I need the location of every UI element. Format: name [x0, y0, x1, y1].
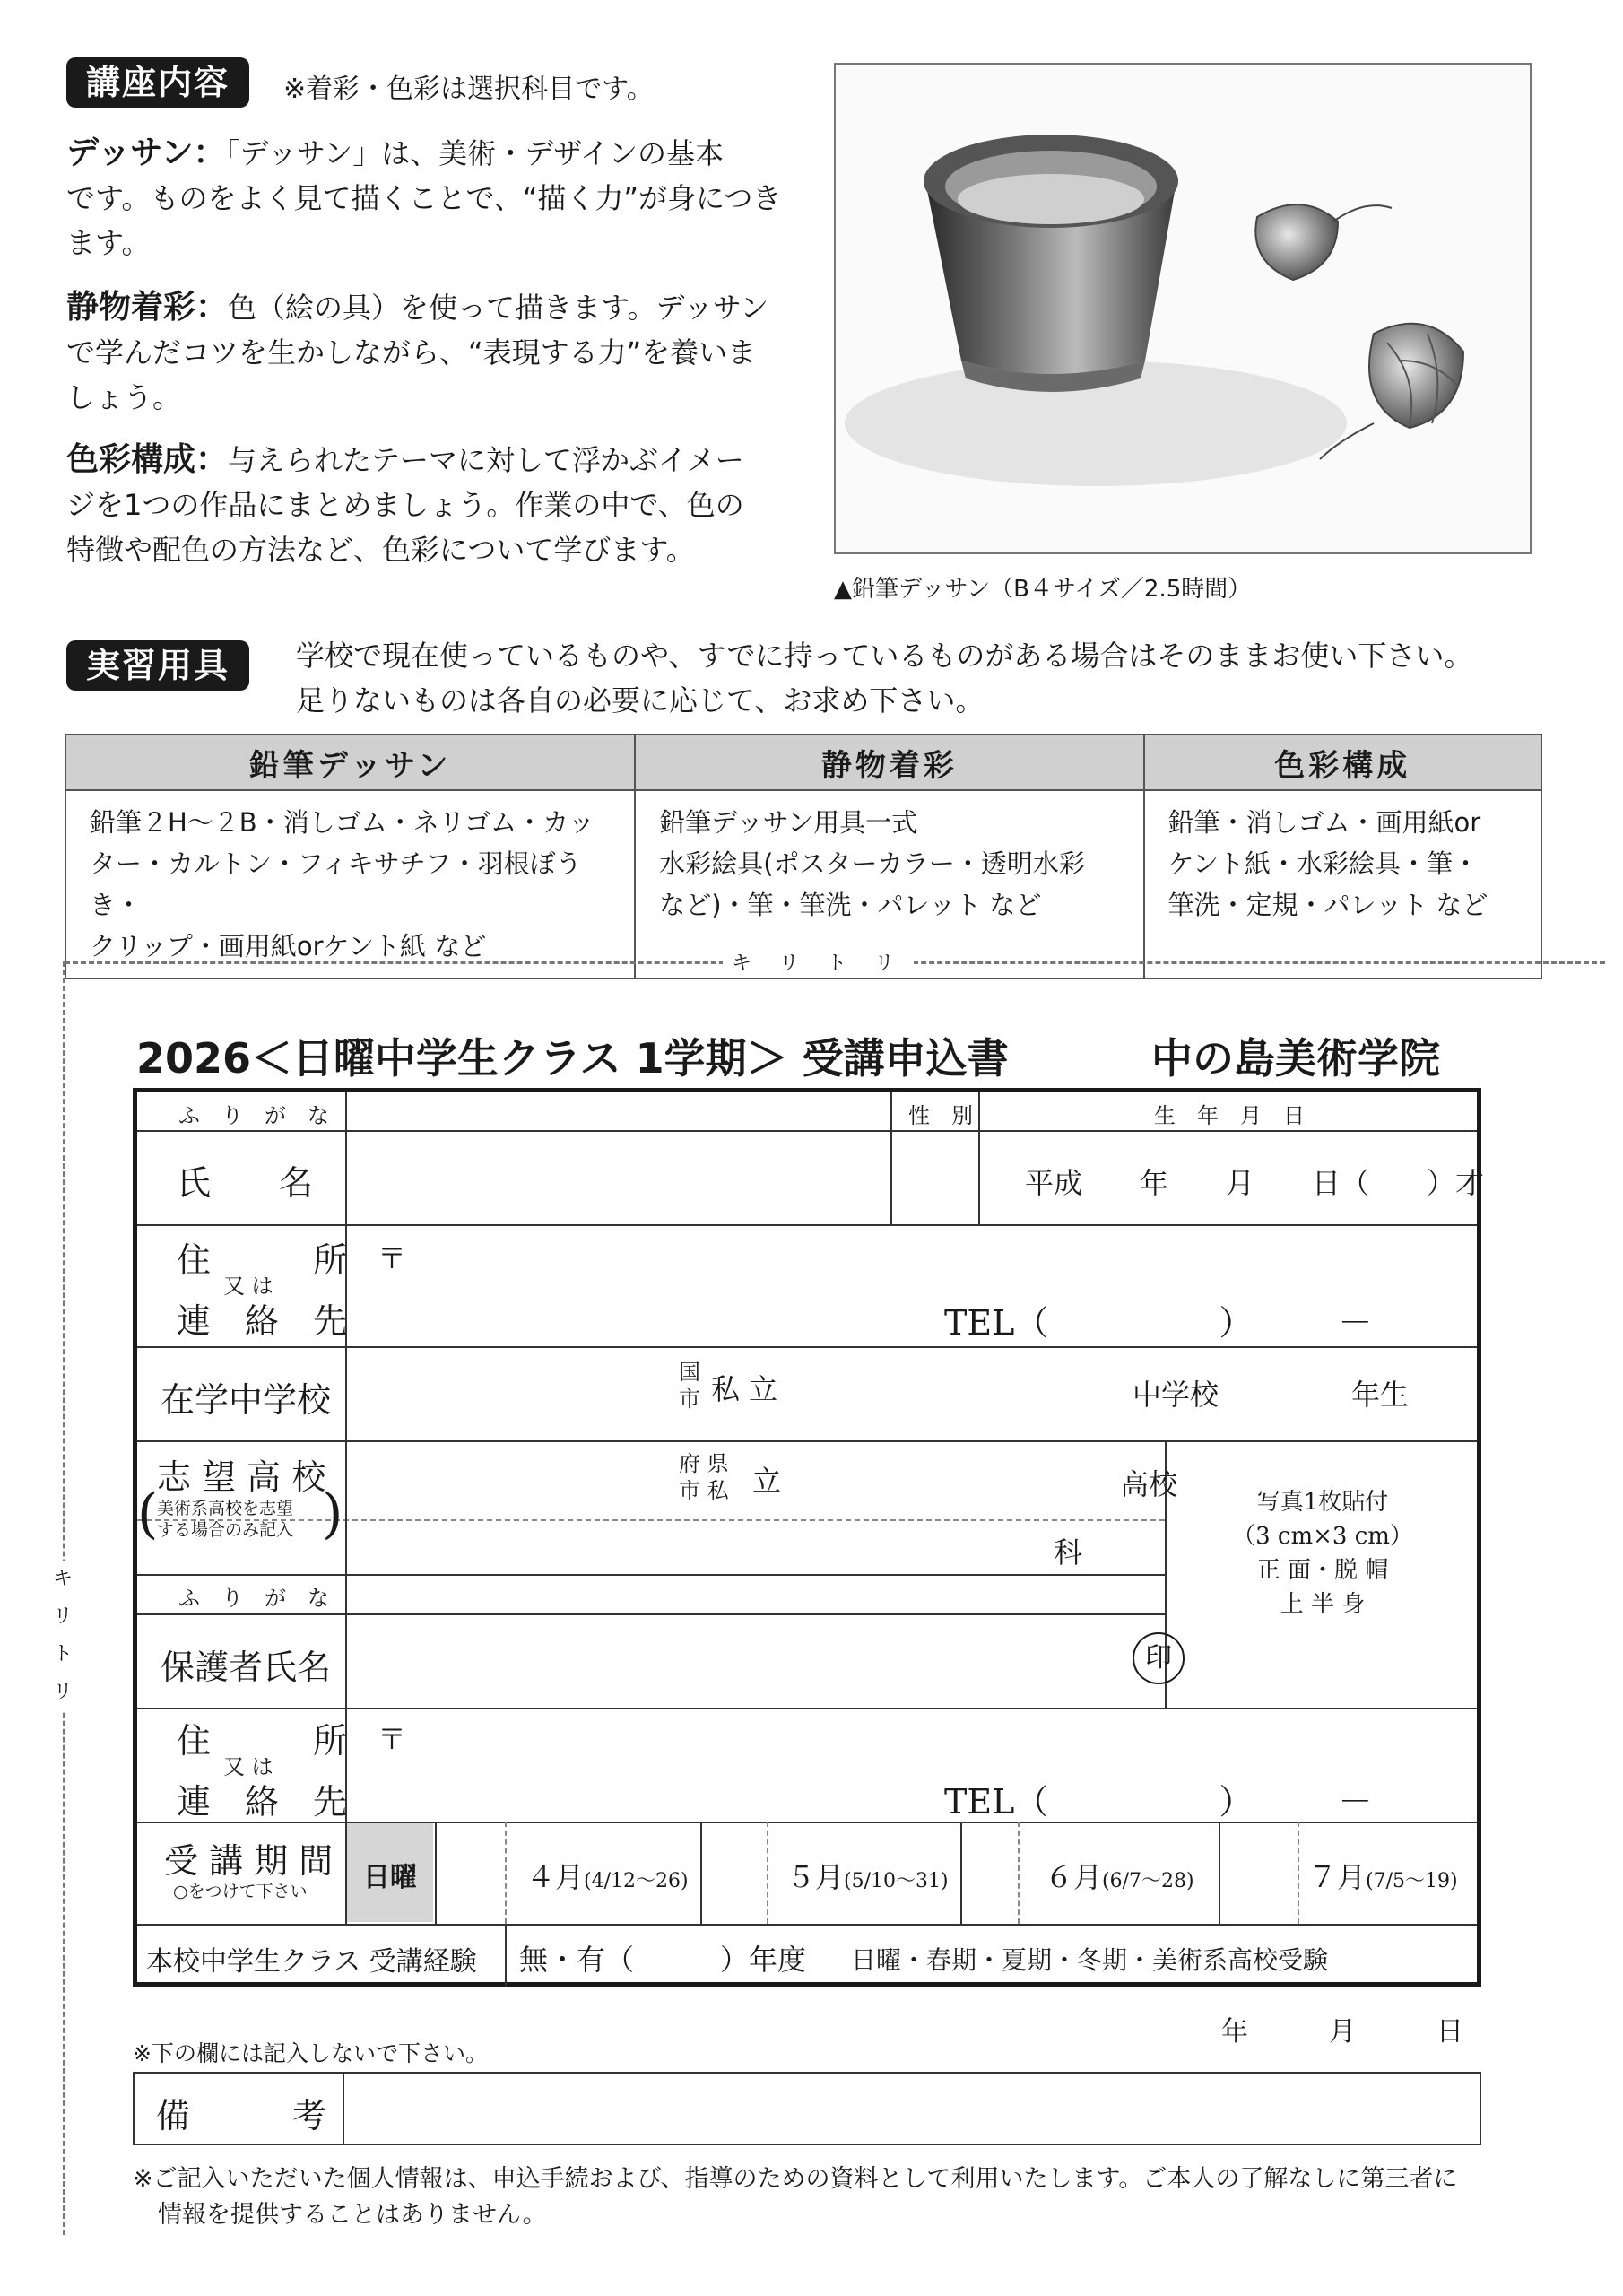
cell-line: 鉛筆２H〜２B・消しゴム・ネリゴム・カッ: [90, 807, 595, 838]
cell-line: ケント紙・水彩絵具・筆・: [1167, 848, 1480, 879]
privacy-line: 情報を提供することはありません。: [158, 2201, 547, 2229]
month-june[interactable]: [1045, 1855, 1194, 1896]
seal-mark: 印: [1133, 1632, 1185, 1684]
desired-note-line: する場合のみ記入: [157, 1520, 294, 1540]
course-line: しょう。: [66, 380, 182, 414]
address-label: 住 所: [177, 1240, 348, 1280]
contact-label: 連 絡 先: [177, 1301, 348, 1341]
course-tag: 講座内容: [66, 57, 249, 108]
ka-label: 科: [1054, 1535, 1083, 1570]
experience-label: 本校中学生クラス 受講経験: [146, 1946, 477, 1978]
course-dessin: [66, 131, 784, 265]
contact-label-2: 連 絡 先: [177, 1782, 348, 1822]
supplies-line: 足りないものは各自の必要に応じて、お求め下さい。: [296, 683, 985, 718]
guardian-label: 保護者氏名: [161, 1648, 332, 1687]
cell-line: 水彩絵具(ポスターカラー・透明水彩: [659, 848, 1085, 879]
supplies-table: [65, 734, 1542, 979]
tel-field-2[interactable]: TEL（ ） －: [944, 1782, 1373, 1822]
supplies-tag: 実習用具: [66, 640, 249, 691]
month-range: (6/7〜28): [1102, 1870, 1194, 1892]
paren-close: ): [322, 1483, 343, 1545]
photo-caption: ▲鉛筆デッサン（B４サイズ／2.5時間）: [834, 576, 1252, 603]
gender-input[interactable]: [892, 1132, 976, 1222]
month: ７月: [1308, 1860, 1367, 1894]
period-label: 受 講 期 間: [164, 1841, 334, 1881]
cell-line: クリップ・画用紙orケント紙 など: [90, 931, 487, 961]
or-label: 又 は: [223, 1274, 273, 1299]
month-may[interactable]: [786, 1855, 949, 1896]
gender-label: 性 別: [908, 1103, 973, 1128]
course-line: ます。: [66, 226, 151, 260]
postal-mark-2: 〒: [378, 1722, 407, 1756]
course-line: 「デッサン」は、美術・デザインの基本: [225, 136, 725, 170]
cut-char: リ: [52, 1681, 73, 1703]
supplies-header: 色彩構成: [1144, 735, 1542, 790]
postal-mark: 〒: [378, 1241, 407, 1275]
furigana-input[interactable]: [347, 1094, 889, 1128]
fuken-bottom: 市 私: [679, 1478, 729, 1503]
furigana-label: ふ り が な: [178, 1103, 329, 1128]
name-input[interactable]: [347, 1132, 889, 1222]
cut-char: リ: [52, 1605, 73, 1628]
course-line: 与えられたテーマに対して浮かぶイメー: [228, 443, 744, 477]
course-color: [66, 438, 784, 572]
privacy-line: ※ご記入いただいた個人情報は、申込手続および、指導のための資料として利用いたします。ご本人の了解なしに第三者に: [133, 2165, 1458, 2193]
month-range: (5/10〜31): [844, 1870, 949, 1892]
kokushi-bottom: 市: [679, 1387, 700, 1412]
cut-char: キ: [52, 1568, 73, 1590]
application-form: [133, 1088, 1485, 1987]
nensei-label: 年生: [1351, 1378, 1410, 1412]
supplies-header: 鉛筆デッサン: [65, 735, 635, 790]
office-note: ※下の欄には記入しないで下さい。: [133, 2040, 488, 2066]
cut-char: ト: [52, 1643, 73, 1665]
month: ６月: [1045, 1860, 1103, 1894]
cell-line: 鉛筆・消しゴム・画用紙or: [1167, 807, 1481, 838]
supplies-description: [296, 633, 1569, 723]
course-line: ジを1つの作品にまとめましょう。作業の中で、色の: [66, 488, 744, 522]
cell-line: 鉛筆デッサン用具一式: [659, 807, 918, 838]
tel-field[interactable]: TEL（ ） －: [944, 1303, 1373, 1343]
photo-line: 正 面・脱 帽: [1256, 1557, 1389, 1584]
date-line: 年 月 日: [1221, 2016, 1463, 2048]
elective-note: ※着彩・色彩は選択科目です。: [283, 74, 654, 105]
photo-line: （3 cm×3 cm）: [1232, 1523, 1413, 1550]
remarks-label: 備 考: [156, 2096, 327, 2135]
course-title: 静物着彩：: [66, 289, 229, 326]
period-note: ○をつけて下さい: [173, 1882, 308, 1901]
kokushi-top: 国: [679, 1360, 700, 1385]
photo-line: 写真1枚貼付: [1256, 1489, 1389, 1516]
supplies-header: 静物着彩: [635, 735, 1143, 790]
fuken-top: 府 県: [679, 1451, 729, 1476]
supplies-line: 学校で現在使っているものや、すでに持っているものがある場合はそのままお使い下さい。: [296, 639, 1473, 673]
course-still-life: [66, 285, 784, 420]
experience-fill[interactable]: 無・有（ ）年度: [519, 1943, 807, 1977]
desired-note: [157, 1498, 293, 1541]
address-label-2: 住 所: [177, 1721, 348, 1761]
privacy-note: [133, 2161, 1585, 2233]
desired-note-line: 美術系高校を志望: [157, 1499, 294, 1518]
month-july[interactable]: [1308, 1855, 1458, 1896]
guardian-furigana-label: ふ り が な: [178, 1586, 329, 1611]
course-line: です。ものをよく見て描くことで、“描く力”が身につき: [66, 181, 782, 215]
paren-open: (: [137, 1483, 159, 1545]
current-school-label: 在学中学校: [161, 1380, 332, 1420]
cut-label: キ リ ト リ: [723, 948, 914, 976]
cut-label-vertical: [45, 1561, 81, 1711]
koko-label: 高校: [1120, 1467, 1178, 1501]
course-title: 色彩構成：: [66, 441, 229, 478]
cell-line: など)・筆・筆洗・パレット など: [659, 890, 1042, 920]
month-range: (7/5〜19): [1366, 1870, 1458, 1892]
month-range: (4/12〜26): [584, 1870, 689, 1892]
or-label-2: 又 は: [223, 1754, 273, 1779]
birthdate-label: 生 年 月 日: [1154, 1103, 1305, 1128]
course-line: 色（絵の具）を使って描きます。デッサン: [228, 291, 769, 325]
cell-line: 筆洗・定規・パレット など: [1167, 890, 1488, 920]
school-name: 中の島美術学院: [1151, 1034, 1440, 1083]
photo-line: 上 半 身: [1280, 1591, 1366, 1618]
course-title: デッサン：: [66, 135, 226, 171]
name-label: 氏 名: [177, 1163, 314, 1203]
remarks-box: [133, 2072, 1481, 2145]
desired-school-label: 志 望 高 校: [157, 1457, 326, 1497]
chugakko-label: 中学校: [1133, 1378, 1219, 1412]
birthdate-fill[interactable]: 平成 年 月 日（ ）才: [1025, 1166, 1485, 1200]
supplies-cell: [1144, 790, 1542, 978]
month: ４月: [526, 1860, 585, 1894]
photo-area: [1168, 1485, 1477, 1622]
ritsu-label: 立: [752, 1464, 782, 1498]
form-title: 2026＜日曜中学生クラス 1学期＞ 受講申込書: [136, 1034, 1009, 1083]
month-april[interactable]: [526, 1855, 689, 1896]
shiritsu-label: 私 立: [711, 1372, 778, 1406]
supplies-cell: [65, 790, 635, 978]
experience-options[interactable]: 日曜・春期・夏期・冬期・美術系高校受験: [851, 1945, 1329, 1975]
course-line: 特徴や配色の方法など、色彩について学びます。: [66, 533, 695, 567]
sunday-label: 日曜: [363, 1863, 417, 1892]
month: ５月: [786, 1860, 845, 1894]
cell-line: ター・カルトン・フィキサチフ・羽根ぼうき・: [90, 848, 582, 920]
pencil-drawing-image: [834, 63, 1532, 554]
course-line: で学んだコツを生かしながら、“表現する力”を養いま: [66, 335, 757, 370]
